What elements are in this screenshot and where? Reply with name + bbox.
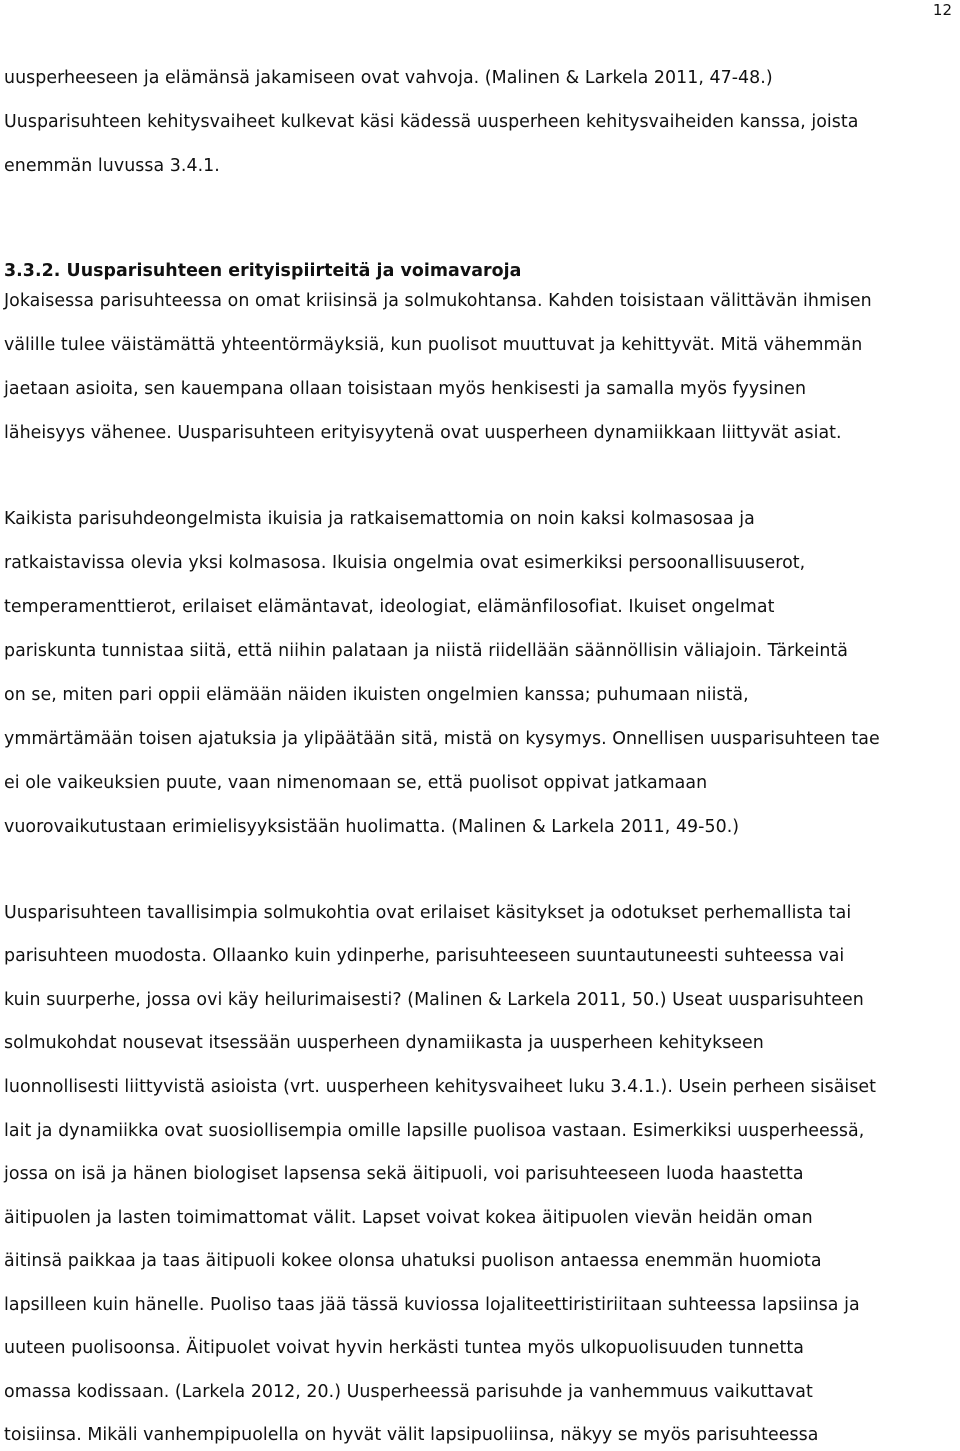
text-line: temperamenttierot, erilaiset elämäntavat, ideologiat, elämänfilosofiat. Ikuiset ongelmat (4, 597, 775, 617)
text-line: Uusparisuhteen kehitysvaiheet kulkevat käsi kädessä uusperheen kehitysvaiheiden kanssa, joista (4, 112, 859, 132)
text-line: äitinsä paikkaa ja taas äitipuoli kokee olonsa uhatuksi puolison antaessa enemmän huomiota (4, 1251, 822, 1271)
text-line: uusperheeseen ja elämänsä jakamiseen ovat vahvoja. (Malinen & Larkela 2011, 47-48.) (4, 68, 773, 88)
text-line: lait ja dynamiikka ovat suosiollisempia omille lapsille puolisoa vastaan. Esimerkiksi uusperheessä, (4, 1121, 865, 1141)
text-line: ratkaistavissa olevia yksi kolmasosa. Ikuisia ongelmia ovat esimerkiksi persoonallisuuserot, (4, 553, 806, 573)
text-line: pariskunta tunnistaa siitä, että niihin palataan ja niistä riidellään säännöllisin väliajoin. Tärkeintä (4, 641, 849, 661)
text-line: jossa on isä ja hänen biologiset lapsensa sekä äitipuoli, voi parisuhteeseen luoda haastetta (4, 1164, 804, 1184)
text-line: ei ole vaikeuksien puute, vaan nimenomaan se, että puolisot oppivat jatkamaan (4, 773, 708, 793)
text-line: enemmän luvussa 3.4.1. (4, 156, 220, 176)
text-line: jaetaan asioita, sen kauempana ollaan toisistaan myös henkisesti ja samalla myös fyysinen (4, 379, 807, 399)
text-line: luonnollisesti liittyvistä asioista (vrt. uusperheen kehitysvaiheet luku 3.4.1.). Usein perheen sisäiset (4, 1077, 877, 1097)
text-line: Uusparisuhteen tavallisimpia solmukohtia ovat erilaiset käsitykset ja odotukset perhemallista tai (4, 903, 852, 923)
text-line: solmukohdat nousevat itsessään uusperheen dynamiikasta ja uusperheen kehitykseen (4, 1033, 764, 1053)
section-heading: 3.3.2. Uusparisuhteen erityispiirteitä ja voimavaroja (4, 261, 522, 281)
text-line: vuorovaikutustaan erimielisyyksistään huolimatta. (Malinen & Larkela 2011, 49-50.) (4, 817, 740, 837)
text-line: ymmärtämään toisen ajatuksia ja ylipäätään sitä, mistä on kysymys. Onnellisen uusparisuhteen tae (4, 729, 880, 749)
text-line: Kaikista parisuhdeongelmista ikuisia ja ratkaisemattomia on noin kaksi kolmasosaa ja (4, 509, 755, 529)
text-line: välille tulee väistämättä yhteentörmäyksiä, kun puolisot muuttuvat ja kehittyvät. Mitä vähemmän (4, 335, 863, 355)
text-line: Jokaisessa parisuhteessa on omat kriisinsä ja solmukohtansa. Kahden toisistaan välittävän ihmisen (4, 291, 872, 311)
page-number: 12 (932, 1, 952, 19)
text-line: on se, miten pari oppii elämään näiden ikuisten ongelmien kanssa; puhumaan niistä, (4, 685, 749, 705)
text-line: parisuhteen muodosta. Ollaanko kuin ydinperhe, parisuhteeseen suuntautuneesti suhteessa vai (4, 946, 845, 966)
text-line: läheisyys vähenee. Uusparisuhteen erityisyytenä ovat uusperheen dynamiikkaan liittyvät asiat. (4, 423, 842, 443)
text-line: toisiinsa. Mikäli vanhempipuolella on hyvät välit lapsipuoliinsa, näkyy se myös parisuhteessa (4, 1425, 819, 1445)
text-line: omassa kodissaan. (Larkela 2012, 20.) Uusperheessä parisuhde ja vanhemmuus vaikuttavat (4, 1382, 813, 1402)
text-line: äitipuolen ja lasten toimimattomat välit. Lapset voivat kokea äitipuolen vievän heidän oman (4, 1208, 813, 1228)
text-line: lapsilleen kuin hänelle. Puoliso taas jää tässä kuviossa lojaliteettiristiriitaan suhteessa lapsiinsa ja (4, 1295, 860, 1315)
text-line: kuin suurperhe, jossa ovi käy heilurimaisesti? (Malinen & Larkela 2011, 50.) Useat uusparisuhteen (4, 990, 864, 1010)
text-line: uuteen puolisoonsa. Äitipuolet voivat hyvin herkästi tuntea myös ulkopuolisuuden tunnetta (4, 1338, 804, 1358)
